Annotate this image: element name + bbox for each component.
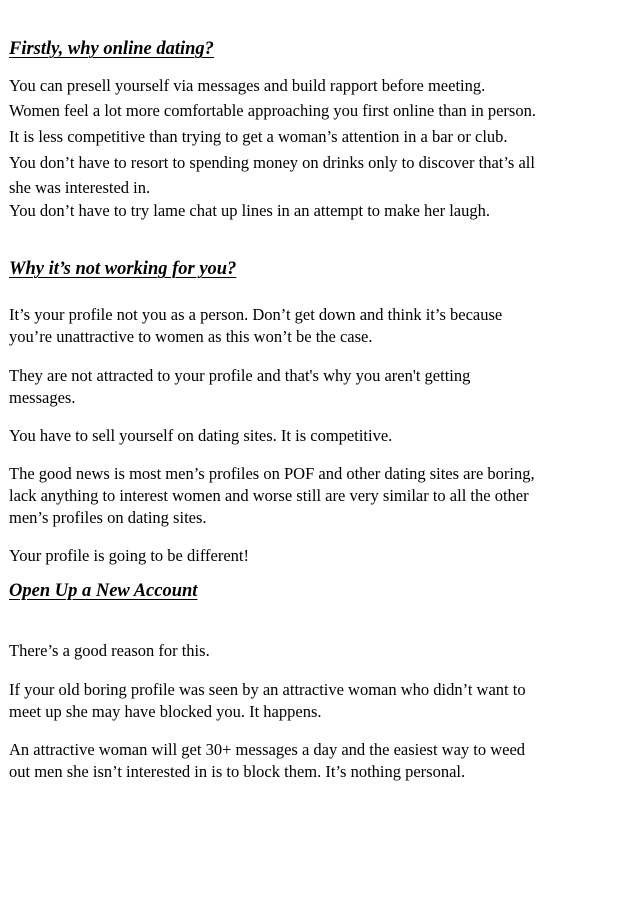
paragraph-line: If your old boring profile was seen by an attractive woman who didn’t want to: [9, 680, 526, 699]
paragraph-line: They are not attracted to your profile and that's why you aren't getting: [9, 366, 471, 385]
paragraph-line: You don’t have to try lame chat up lines in an attempt to make her laugh.: [9, 201, 490, 220]
paragraph-line: out men she isn’t interested in is to block them. It’s nothing personal.: [9, 762, 466, 781]
paragraph-line: Women feel a lot more comfortable approaching you first online than in person.: [9, 101, 536, 120]
section-heading-why-online-dating: Firstly, why online dating?: [9, 39, 214, 59]
paragraph-line: You can presell yourself via messages and build rapport before meeting.: [9, 76, 486, 95]
section-heading-why-not-working: Why it’s not working for you?: [9, 259, 237, 279]
paragraph-line: men’s profiles on dating sites.: [9, 508, 207, 527]
section-heading-open-new-account: Open Up a New Account: [9, 581, 198, 601]
paragraph-line: It’s your profile not you as a person. Don’t get down and think it’s because: [9, 305, 503, 324]
paragraph-line: lack anything to interest women and worse still are very similar to all the other: [9, 486, 529, 505]
paragraph-line: she was interested in.: [9, 178, 151, 197]
paragraph-line: Your profile is going to be different!: [9, 546, 249, 565]
paragraph-line: you’re unattractive to women as this won’t be the case.: [9, 327, 373, 346]
paragraph-line: You have to sell yourself on dating sites. It is competitive.: [9, 426, 393, 445]
paragraph-line: The good news is most men’s profiles on POF and other dating sites are boring,: [9, 464, 535, 483]
paragraph-line: There’s a good reason for this.: [9, 641, 210, 660]
paragraph-line: meet up she may have blocked you. It happens.: [9, 702, 322, 721]
paragraph-line: You don’t have to resort to spending money on drinks only to discover that’s all: [9, 153, 535, 172]
paragraph-line: An attractive woman will get 30+ messages a day and the easiest way to weed: [9, 740, 526, 759]
paragraph-line: messages.: [9, 388, 76, 407]
paragraph-line: It is less competitive than trying to get a woman’s attention in a bar or club.: [9, 127, 508, 146]
